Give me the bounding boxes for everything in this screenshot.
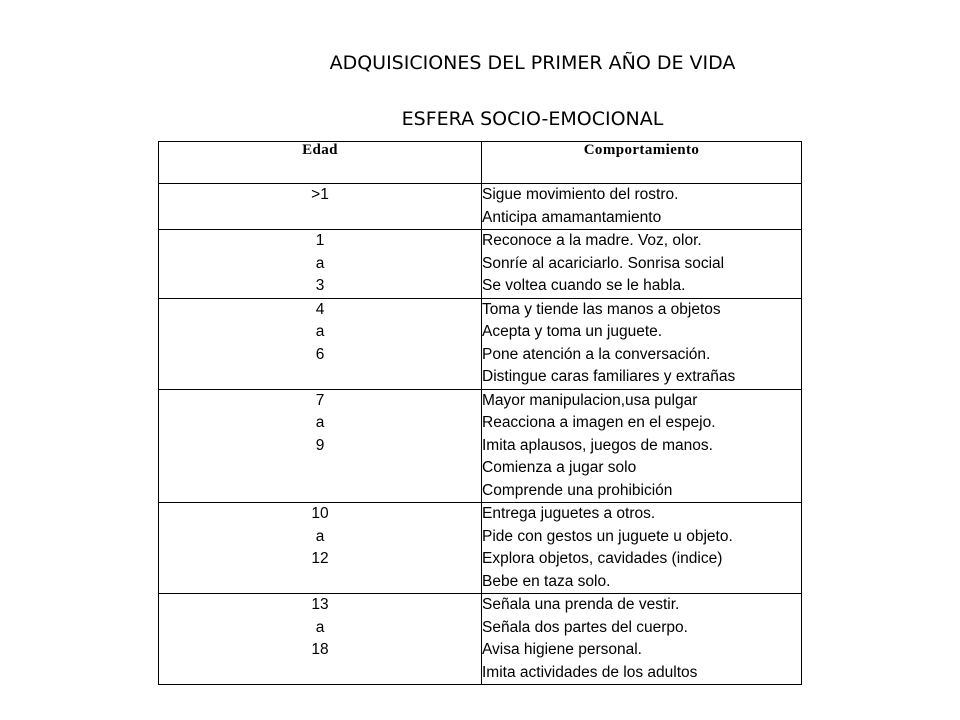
behavior-line: Sonríe al acariciarlo. Sonrisa social xyxy=(482,254,725,272)
table-row xyxy=(159,389,802,503)
table-row xyxy=(159,298,802,389)
behavior-cell xyxy=(482,230,802,299)
behavior-line: Reacciona a imagen en el espejo. xyxy=(482,414,716,431)
age-cell xyxy=(159,594,482,685)
behavior-line: Imita aplausos, juegos de manos. xyxy=(482,436,713,454)
behavior-line: Bebe en taza solo. xyxy=(482,572,611,590)
behavior-cell xyxy=(482,184,802,230)
age-line: a xyxy=(315,618,325,636)
behavior-line: Comprende una prohibición xyxy=(482,481,673,499)
age-cell xyxy=(159,503,482,594)
behavior-line: Reconoce a la madre. Voz, olor. xyxy=(482,232,702,249)
table-row xyxy=(159,594,802,685)
behavior-line: Toma y tiende las manos a objetos xyxy=(482,300,721,318)
age-line: a xyxy=(315,323,325,340)
header-edad: Edad xyxy=(159,142,482,184)
age-line: 9 xyxy=(315,436,325,454)
age-cell xyxy=(159,389,482,503)
development-table xyxy=(158,141,802,685)
table-header-row xyxy=(159,142,802,184)
behavior-line: Avisa higiene personal. xyxy=(482,641,642,658)
behavior-cell xyxy=(482,389,802,503)
age-line: 12 xyxy=(311,550,329,567)
age-line: 3 xyxy=(315,277,325,294)
age-line: 4 xyxy=(315,300,325,318)
behavior-line: Señala una prenda de vestir. xyxy=(482,596,680,613)
age-line: 6 xyxy=(315,345,325,363)
behavior-line: Entrega juguetes a otros. xyxy=(482,505,656,522)
age-cell xyxy=(159,230,482,299)
behavior-line: Distingue caras familiares y extrañas xyxy=(482,368,736,385)
behavior-line: Explora objetos, cavidades (indice) xyxy=(482,550,723,567)
behavior-line: Comienza a jugar solo xyxy=(482,459,637,476)
table-row xyxy=(159,184,802,230)
behavior-line: Pide con gestos un juguete u objeto. xyxy=(482,527,733,545)
behavior-line: Anticipa amamantamiento xyxy=(482,208,662,226)
behavior-cell xyxy=(482,503,802,594)
table-row xyxy=(159,503,802,594)
behavior-line: Señala dos partes del cuerpo. xyxy=(482,618,688,636)
behavior-line: Imita actividades de los adultos xyxy=(482,663,698,681)
age-line: a xyxy=(315,254,325,272)
behavior-cell xyxy=(482,594,802,685)
behavior-line: Sigue movimiento del rostro. xyxy=(482,186,679,203)
age-cell xyxy=(159,184,482,230)
age-line: 10 xyxy=(311,505,329,522)
age-line: >1 xyxy=(311,186,329,203)
age-line: 13 xyxy=(311,596,329,613)
age-line: 7 xyxy=(315,391,325,409)
age-cell xyxy=(159,298,482,389)
page-title: ADQUISICIONES DEL PRIMER AÑO DE VIDA xyxy=(329,52,736,74)
behavior-line: Pone atención a la conversación. xyxy=(482,345,711,363)
behavior-cell xyxy=(482,298,802,389)
behavior-line: Mayor manipulacion,usa pulgar xyxy=(482,391,698,409)
page-subtitle: ESFERA SOCIO-EMOCIONAL xyxy=(401,108,664,130)
age-line: 1 xyxy=(315,232,325,249)
behavior-line: Se voltea cuando se le habla. xyxy=(482,277,686,294)
age-line: a xyxy=(315,414,325,431)
age-line: a xyxy=(315,527,325,545)
table-row xyxy=(159,230,802,299)
age-line: 18 xyxy=(311,641,329,658)
header-comportamiento: Comportamiento xyxy=(482,142,802,184)
behavior-line: Acepta y toma un juguete. xyxy=(482,323,663,340)
